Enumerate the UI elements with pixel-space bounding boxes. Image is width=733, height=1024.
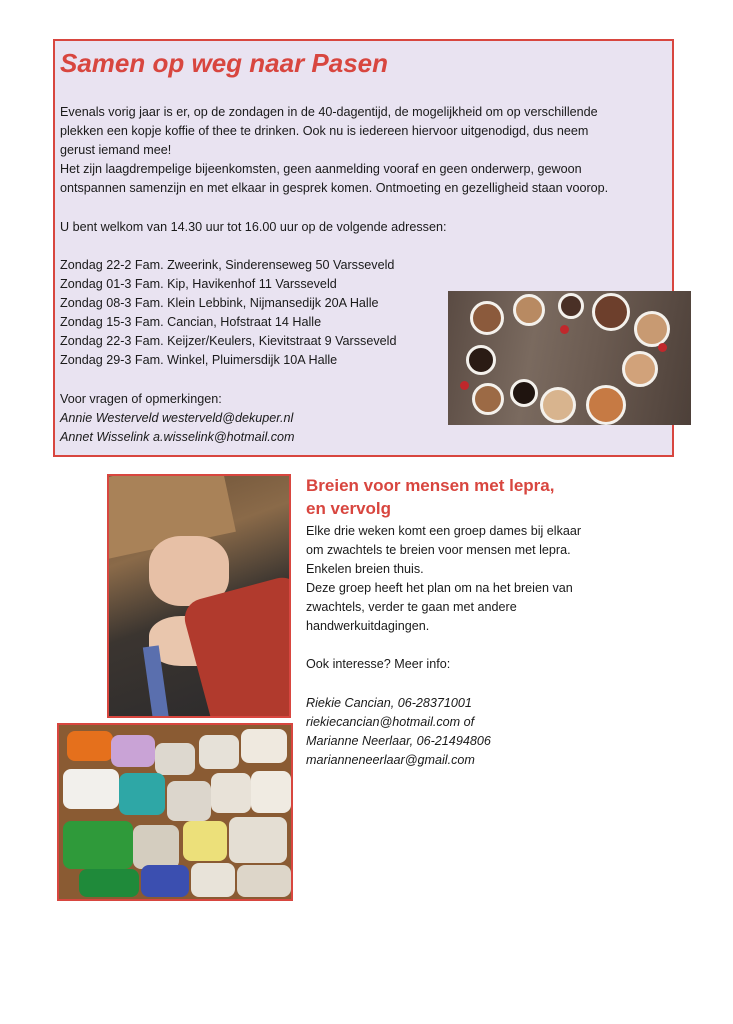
contact-item: riekiecancian@hotmail.com of — [306, 715, 475, 729]
paragraph-line: zwachtels, verder te gaan met andere — [306, 600, 517, 614]
address-item: Zondag 29-3 Fam. Winkel, Pluimersdijk 10A Halle — [60, 353, 338, 367]
knitting-paragraph — [306, 522, 606, 636]
contact-item: Annie Westerveld westerveld@dekuper.nl — [60, 411, 294, 425]
paragraph-line: Het zijn laagdrempelige bijeenkomsten, geen aanmelding vooraf en geen onderwerp, gewoon — [60, 162, 582, 176]
section-title-knitting — [306, 474, 606, 520]
intro-paragraph — [60, 103, 670, 198]
paragraph-line: handwerkuitdagingen. — [306, 619, 430, 633]
knitted-bandages-photo — [57, 723, 293, 901]
contact-label: Voor vragen of opmerkingen: — [60, 392, 222, 406]
paragraph-line: om zwachtels te breien voor mensen met lepra. — [306, 543, 571, 557]
contact-item: Annet Wisselink a.wisselink@hotmail.com — [60, 430, 295, 444]
contact-item: Riekie Cancian, 06-28371001 — [306, 696, 472, 710]
address-item: Zondag 01-3 Fam. Kip, Havikenhof 11 Varsseveld — [60, 277, 337, 291]
address-item: Zondag 22-3 Fam. Keijzer/Keulers, Kievitstraat 9 Varsseveld — [60, 334, 397, 348]
address-item: Zondag 15-3 Fam. Cancian, Hofstraat 14 Halle — [60, 315, 322, 329]
knitting-contact-list — [306, 694, 491, 770]
knitting-photo — [107, 474, 291, 718]
address-item: Zondag 08-3 Fam. Klein Lebbink, Nijmansedijk 20A Halle — [60, 296, 379, 310]
contact-item: marianneneerlaar@gmail.com — [306, 753, 475, 767]
section-title-easter: Samen op weg naar Pasen — [60, 48, 389, 78]
paragraph-line: ontspannen samenzijn en met elkaar in gesprek komen. Ontmoeting en gezelligheid staan voorop. — [60, 181, 609, 195]
paragraph-line: Enkelen breien thuis. — [306, 562, 424, 576]
paragraph-line: Evenals vorig jaar is er, op de zondagen in de 40-dagentijd, de mogelijkheid om op verschillende — [60, 105, 598, 119]
address-item: Zondag 22-2 Fam. Zweerink, Sinderenseweg 50 Varsseveld — [60, 258, 395, 272]
paragraph-line: Elke drie weken komt een groep dames bij elkaar — [306, 524, 582, 538]
paragraph-line: Deze groep heeft het plan om na het breien van — [306, 581, 573, 595]
contact-list — [60, 409, 295, 447]
coffee-cups-photo — [448, 291, 691, 425]
address-list — [60, 256, 396, 370]
title-line: en vervolg — [306, 499, 392, 518]
title-line: Breien voor mensen met lepra, — [306, 476, 555, 495]
paragraph-line: gerust iemand mee! — [60, 143, 172, 157]
welcome-text: U bent welkom van 14.30 uur tot 16.00 uur op de volgende adressen: — [60, 220, 447, 234]
contact-item: Marianne Neerlaar, 06-21494806 — [306, 734, 491, 748]
more-info-text: Ook interesse? Meer info: — [306, 657, 451, 671]
paragraph-line: plekken een kopje koffie of thee te drinken. Ook nu is iedereen hiervoor uitgenodigd, dus neem — [60, 124, 589, 138]
